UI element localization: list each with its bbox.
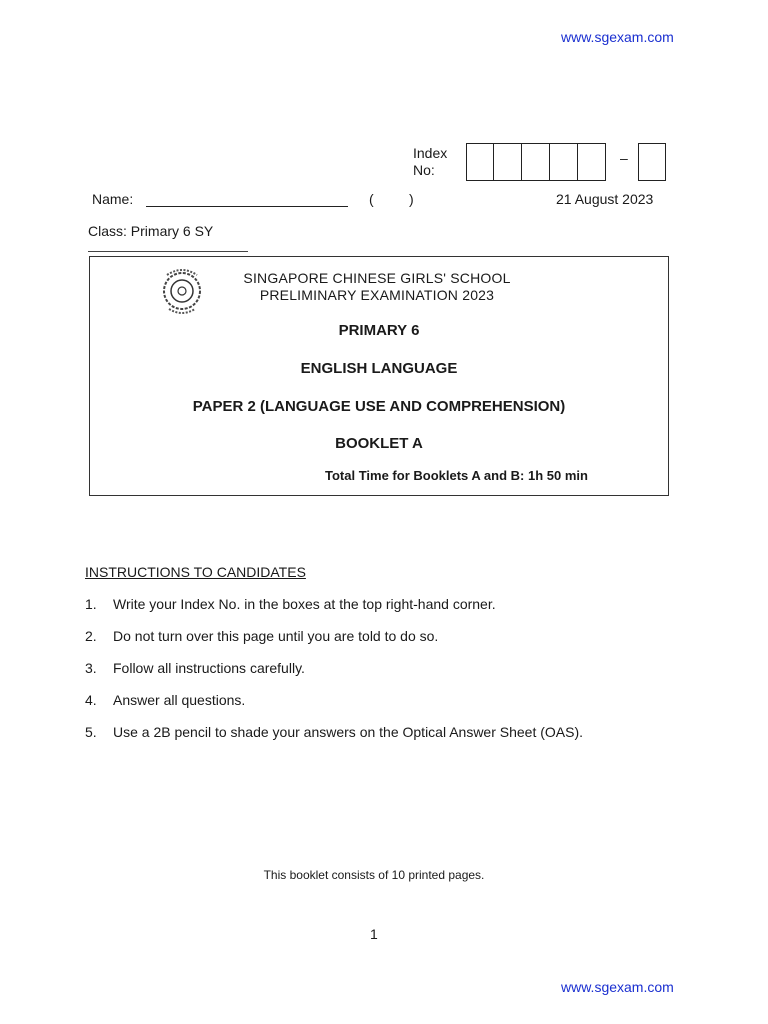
- name-label: Name:: [92, 191, 134, 207]
- instruction-number: 4.: [85, 692, 97, 708]
- index-label-line2: No:: [413, 162, 435, 178]
- instruction-number: 2.: [85, 628, 97, 644]
- index-digit-box[interactable]: [550, 143, 578, 181]
- instruction-item: [85, 692, 583, 724]
- index-no-label: [413, 145, 447, 179]
- index-label-line1: Index: [413, 145, 448, 161]
- school-crest-icon: [157, 263, 207, 317]
- instruction-text: Follow all instructions carefully.: [113, 660, 305, 676]
- website-link-bottom[interactable]: www.sgexam.com: [561, 979, 674, 995]
- exam-date: 21 August 2023: [556, 191, 654, 207]
- instruction-item: [85, 628, 583, 660]
- booklet-title: BOOKLET A: [335, 435, 423, 452]
- instruction-item: [85, 660, 583, 692]
- total-time: Total Time for Booklets A and B: 1h 50 min: [325, 468, 588, 483]
- index-suffix-box[interactable]: [638, 143, 666, 181]
- instruction-number: 5.: [85, 724, 97, 740]
- instruction-number: 1.: [85, 596, 97, 612]
- instruction-text: Use a 2B pencil to shade your answers on the Optical Answer Sheet (OAS).: [113, 724, 584, 740]
- index-digit-box[interactable]: [578, 143, 606, 181]
- page-number: 1: [370, 926, 378, 942]
- page-count-note: This booklet consists of 10 printed pages.: [263, 868, 485, 882]
- instructions-heading: INSTRUCTIONS TO CANDIDATES: [85, 564, 306, 580]
- subject-title: ENGLISH LANGUAGE: [300, 360, 458, 377]
- register-paren-close: ): [409, 191, 414, 207]
- website-link-top[interactable]: www.sgexam.com: [561, 29, 674, 45]
- index-digit-box[interactable]: [494, 143, 522, 181]
- exam-name: PRELIMINARY EXAMINATION 2023: [259, 287, 495, 303]
- class-label: Class:: [88, 223, 127, 239]
- instruction-text: Do not turn over this page until you are told to do so.: [113, 628, 439, 644]
- class-row: [88, 223, 213, 239]
- instructions-list: [85, 596, 583, 756]
- instruction-text: Write your Index No. in the boxes at the top right-hand corner.: [113, 596, 496, 612]
- instruction-number: 3.: [85, 660, 97, 676]
- register-paren-open: (: [369, 191, 374, 207]
- index-digit-box[interactable]: [466, 143, 494, 181]
- paper-title: PAPER 2 (LANGUAGE USE AND COMPREHENSION): [192, 398, 566, 415]
- index-number-boxes[interactable]: [466, 143, 606, 181]
- instruction-item: [85, 724, 583, 756]
- name-input-line[interactable]: [146, 206, 348, 207]
- divider-line: [88, 251, 248, 252]
- index-dash: –: [620, 150, 628, 166]
- index-digit-box[interactable]: [522, 143, 550, 181]
- school-heading: [212, 270, 542, 304]
- school-name: SINGAPORE CHINESE GIRLS' SCHOOL: [243, 270, 511, 286]
- level-title: PRIMARY 6: [338, 322, 420, 339]
- instruction-text: Answer all questions.: [113, 692, 246, 708]
- class-value: Primary 6 SY: [130, 223, 214, 239]
- instruction-item: [85, 596, 583, 628]
